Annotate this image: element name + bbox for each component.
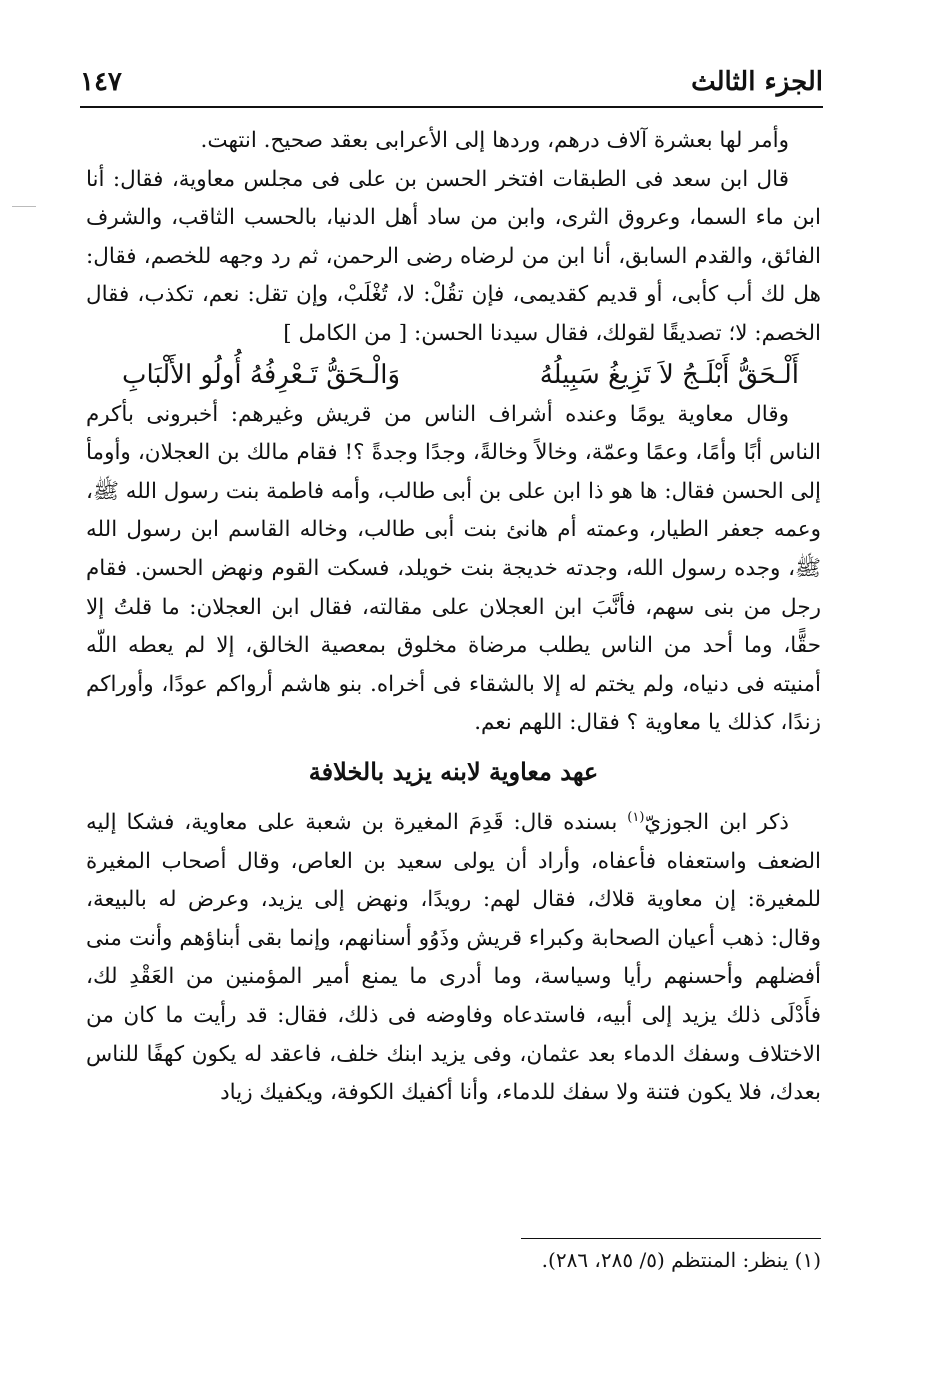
verse-first-hemistich: أَلْـحَقُّ أَبْلَـجُ لاَ تَزِيغُ سَبِيلُهُ bbox=[539, 359, 799, 390]
running-head: الجزء الثالث bbox=[691, 67, 823, 97]
paragraph-4-rest: بسنده قال: قَدِمَ المغيرة بن شعبة على معاوية، فشكا إليه الضعف واستعفاه فأعفاه، وأراد أن يولى سعيد بن العاص، وقال أصحاب المغيرة للمغيرة: إن معاوية قلاك، فقال لهم: رويدًا، ونهض إلى يزيد، وعرض له بالبيعة، وقال: ذهب أعيان الصحابة وكبراء قريش وذَوُو أسنانهم، وإنما بقى أبناؤهم وأنت منى أفضلهم وأحسنهم رأيا وسياسة، وما أدرى ما يمنع أمير المؤمنين من العَقْدِ لك، فأَدْلَى ذلك يزيد إلى أبيه، فاستدعاه وفاوضه فى ذلك، فقال: قد رأيت ما كان من الاختلاف وسفك الدماء بعد عثمان، وفى يزيد ابنك خلف، فاعقد له يكون كهفًا للناس بعدك، فلا يكون فتنة ولا سفك للدماء، وأنا أكفيك الكوفة، ويكفيك زياد bbox=[86, 810, 821, 1106]
paragraph-1: وأمر لها بعشرة آلاف درهم، وردها إلى الأعرابى بعقد صحيح. انتهت. bbox=[200, 128, 789, 153]
footnote-rule bbox=[521, 1238, 821, 1239]
page-number: ١٤٧ bbox=[80, 67, 122, 97]
paragraph-2: قال ابن سعد فى الطبقات افتخر الحسن بن على فى مجلس معاوية، فقال: أنا ابن ماء السما، وعروق الثرى، وابن من ساد أهل الدنيا، بالحسب الثاقب، والشرف الفائق، والقدم السابق، أنا ابن من لرضاه رضى الرحمن، ثم رد وجهه للخصم، فقال: هل لك أب كأبى، أو قديم كقديمى، فإن تقُلْ: لا، تُغْلَبْ، وإن تقل: نعم، تكذب، فقال الخصم: لا؛ تصديقًا لقولك، فقال سيدنا الحسن: [ من الكامل ] bbox=[86, 166, 821, 346]
header-rule bbox=[80, 106, 823, 108]
page-body bbox=[86, 122, 821, 1113]
paragraph-3: وقال معاوية يومًا وعنده أشراف الناس من قريش وغيرهم: أخبرونى بأكرم الناس أبًا وأمًا، وعمًا وعمّة، وخالاً وخالةً، وجدًا وجدةً ؟! فقام مالك بن العجلان، وأومأ إلى الحسن فقال: ها هو ذا ابن على بن أبى طالب، وأمه فاطمة بنت رسول الله ﷺ، وعمه جعفر الطيار، وعمته أم هانئ بنت أبى طالب، وخاله القاسم ابن رسول الله ﷺ، وجده رسول الله، وجدته خديجة بنت خويلد، فسكت القوم ونهض الحسن. فقام رجل من بنى سهم، فأنَّبَ ابن العجلان على مقالته، فقال ابن العجلان: ما قلتُ إلا حقًّا، وما أحد من الناس يطلب مرضاة مخلوق بمعصية الخالق، إلا لم يعطه اللّه أمنيته فى دنياه، ولم يختم له إلا بالشقاء فى أخراه. بنو هاشم أرواكم عودًا، وأوراكم زندًا، كذلك يا معاوية ؟ فقال: اللهم نعم. bbox=[86, 401, 821, 736]
paragraph-4 bbox=[86, 799, 821, 1113]
paragraph-4-start: ذكر ابن الجوزيّ bbox=[644, 810, 789, 836]
margin-mark bbox=[12, 206, 36, 207]
poem-verse bbox=[86, 354, 821, 396]
page-header bbox=[80, 62, 823, 102]
footnote: (١) ينظر: المنتظم (٥/ ٢٨٥، ٢٨٦). bbox=[541, 1248, 821, 1272]
footnote-ref[interactable]: (١) bbox=[627, 809, 645, 825]
verse-second-hemistich: وَالْـحَقُّ تَـعْرِفُهُ أُولُو الأَلْبَابِ bbox=[122, 359, 401, 390]
section-title: عهد معاوية لابنه يزيد بالخلافة bbox=[308, 756, 599, 786]
